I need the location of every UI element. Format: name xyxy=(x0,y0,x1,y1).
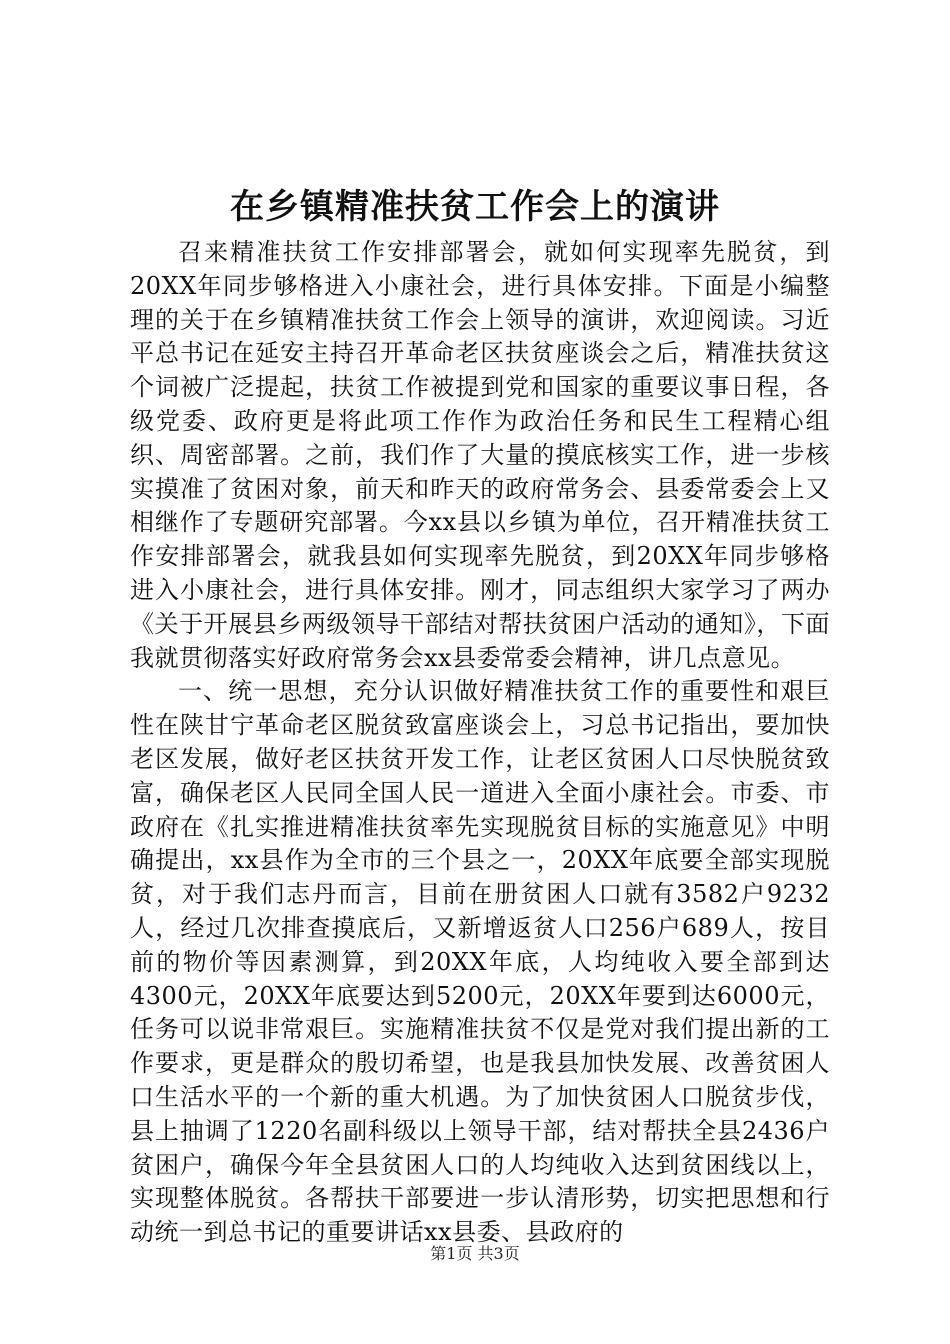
body-paragraph-1: 召来精准扶贫工作安排部署会，就如何实现率先脱贫，到20XX年同步够格进入小康社会，进行具体安排。下面是小编整理的关于在乡镇精准扶贫工作会上领导的演讲，欢迎阅读。习近平总书记在延安主持召开革命老区扶贫座谈会之后，精准扶贫这个词被广泛提起，扶贫工作被提到党和国家的重要议事日程，各级党委、政府更是将此项工作作为政治任务和民生工程精心组织、周密部署。之前，我们作了大量的摸底核实工作，进一步核实摸准了贫困对象，前天和昨天的政府常务会、县委常委会上又相继作了专题研究部署。今xx县以乡镇为单位，召开精准扶贫工作安排部署会，就我县如何实现率先脱贫，到20XX年同步够格进入小康社会，进行具体安排。刚才，同志组织大家学习了两办《关于开展县乡两级领导干部结对帮扶贫困户活动的通知》，下面我就贯彻落实好政府常务会xx县委常委会精神，讲几点意见。 xyxy=(130,238,830,672)
body-paragraph-2: 一、统一思想，充分认识做好精准扶贫工作的重要性和艰巨性在陕甘宁革命老区脱贫致富座谈会上，习总书记指出，要加快老区发展，做好老区扶贫开发工作，让老区贫困人口尽快脱贫致富，确保老区人民同全国人民一道进入全面小康社会。市委、市政府在《扎实推进精准扶贫率先实现脱贫目标的实施意见》中明确提出，xx县作为全市的三个县之一，20XX年底要全部实现脱贫，对于我们志丹而言，目前在册贫困人口就有3582户9232人，经过几次排查摸底后，又新增返贫人口256户689人，按目前的物价等因素测算，到20XX年底，人均纯收入要全部到达4300元，20XX年底要达到5200元，20XX年要到达6000元，任务可以说非常艰巨。实施精准扶贫不仅是党对我们提出新的工作要求，更是群众的殷切希望，也是我县加快发展、改善贫困人口生活水平的一个新的重大机遇。为了加快贫困人口脱贫步伐，县上抽调了1220名副科级以上领导干部，结对帮扶全县2436户贫困户，确保今年全县贫困人口的人均纯收入达到贫困线以上，实现整体脱贫。各帮扶干部要进一步认清形势，切实把思想和行动统一到总书记的重要讲话xx县委、县政府的 xyxy=(130,677,830,1247)
document-title: 在乡镇精准扶贫工作会上的演讲 xyxy=(230,187,720,227)
document-body xyxy=(130,236,830,1250)
page-number-footer: 第1页 共3页 xyxy=(430,1244,520,1263)
